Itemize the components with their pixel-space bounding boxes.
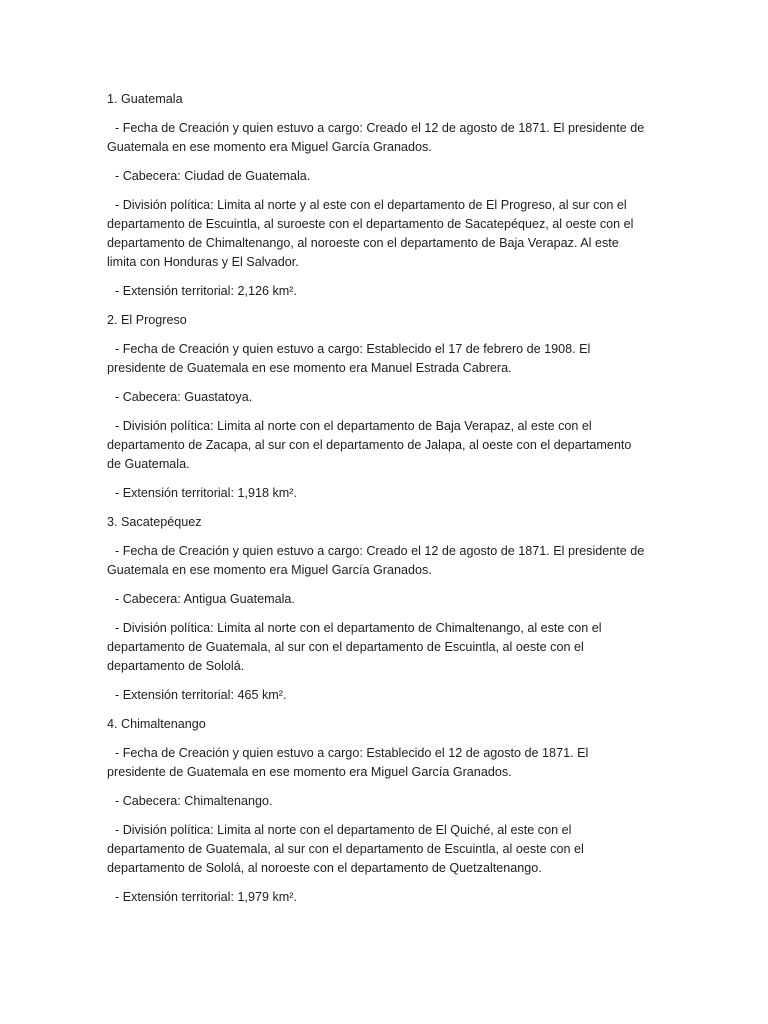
section-chimaltenango	[107, 715, 647, 907]
section-heading: 1. Guatemala	[107, 92, 183, 106]
cabecera-text: - Cabecera: Guastatoya.	[115, 390, 253, 404]
extension-territorial-text: - Extensión territorial: 1,918 km².	[115, 486, 297, 500]
cabecera-text: - Cabecera: Antigua Guatemala.	[115, 592, 295, 606]
fecha-creacion-text: - Fecha de Creación y quien estuvo a cargo: Creado el 12 de agosto de 1871. El presidente de Guatemala en ese momento era Miguel García Granados.	[107, 544, 645, 577]
fecha-creacion-text: - Fecha de Creación y quien estuvo a cargo: Establecido el 12 de agosto de 1871. El presidente de Guatemala en ese momento era Miguel García Granados.	[107, 746, 589, 779]
extension-territorial-text: - Extensión territorial: 1,979 km².	[115, 890, 297, 904]
section-sacatepequez	[107, 513, 647, 705]
cabecera-text: - Cabecera: Ciudad de Guatemala.	[115, 169, 311, 183]
section-heading: 4. Chimaltenango	[107, 717, 206, 731]
division-politica-text: - División política: Limita al norte con el departamento de Baja Verapaz, al este con el departamento de Zacapa, al sur con el departamento de Jalapa, al oeste con el departamento de Guatemala.	[107, 419, 632, 471]
extension-territorial-text: - Extensión territorial: 465 km².	[115, 688, 287, 702]
fecha-creacion-text: - Fecha de Creación y quien estuvo a cargo: Creado el 12 de agosto de 1871. El presidente de Guatemala en ese momento era Miguel García Granados.	[107, 121, 645, 154]
division-politica-text: - División política: Limita al norte con el departamento de El Quiché, al este con el departamento de Guatemala, al sur con el departamento de Escuintla, al oeste con el departamento de Sololá, al noroeste con el departamento de Quetzaltenango.	[107, 823, 584, 875]
section-el-progreso	[107, 311, 647, 503]
extension-territorial-text: - Extensión territorial: 2,126 km².	[115, 284, 297, 298]
section-heading: 3. Sacatepéquez	[107, 515, 202, 529]
division-politica-text: - División política: Limita al norte y al este con el departamento de El Progreso, al sur con el departamento de Escuintla, al suroeste con el departamento de Sacatepéquez, al oeste con el departamento de Chimaltenango, al noroeste con el departamento de Baja Verapaz. Al este limita con Honduras y El Salvador.	[107, 198, 634, 269]
cabecera-text: - Cabecera: Chimaltenango.	[115, 794, 273, 808]
section-heading: 2. El Progreso	[107, 313, 187, 327]
fecha-creacion-text: - Fecha de Creación y quien estuvo a cargo: Establecido el 17 de febrero de 1908. El presidente de Guatemala en ese momento era Manuel Estrada Cabrera.	[107, 342, 591, 375]
section-guatemala	[107, 90, 647, 301]
division-politica-text: - División política: Limita al norte con el departamento de Chimaltenango, al este con el departamento de Guatemala, al sur con el departamento de Escuintla, al oeste con el departamento de Sololá.	[107, 621, 602, 673]
document-body	[107, 90, 647, 917]
